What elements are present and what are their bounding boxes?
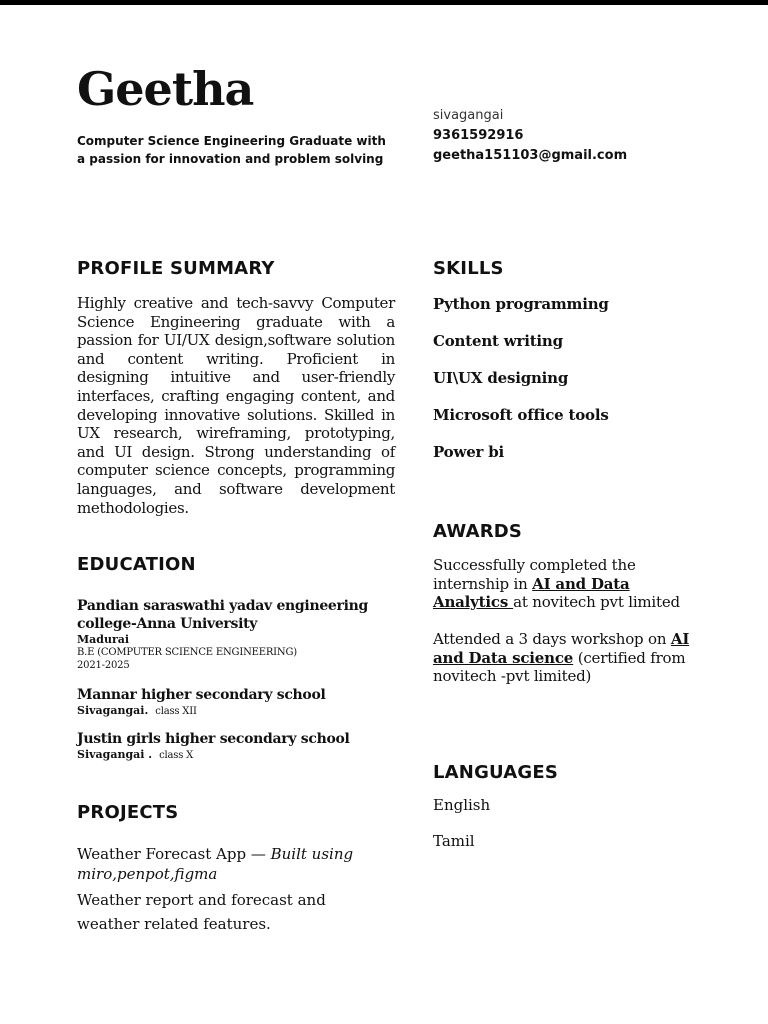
contact-phone: 9361592916 [433, 128, 524, 143]
project-tools: Built using miro,penpot,figma [77, 845, 354, 883]
project-title-line [77, 844, 377, 884]
skill-item: Microsoft office tools [433, 406, 609, 424]
skills-heading: SKILLS [433, 258, 504, 279]
awards-heading: AWARDS [433, 521, 523, 542]
projects-heading: PROJECTS [77, 802, 179, 823]
profile-summary-text: Highly creative and tech-savvy Computer Science Engineering graduate with a passion for UI/UX design,software solution and content writing. Proficient in designing intuitive and user-friendly interfaces, crafting engaging content, and developing innovative solutions. Skilled in UX research, wireframing, prototyping, and UI design. Strong understanding of computer science concepts, programming languages, and software development methodologies. [77, 294, 395, 517]
education-years: 2021-2025 [77, 660, 130, 671]
education-school: Mannar higher secondary school [77, 687, 326, 703]
award-text: Attended a 3 days workshop on [433, 630, 671, 648]
education-class: class X [159, 750, 194, 761]
profile-summary-heading: PROFILE SUMMARY [77, 258, 275, 279]
tagline: Computer Science Engineering Graduate with a passion for innovation and problem solving [77, 134, 386, 166]
education-entry [77, 730, 377, 762]
top-border [0, 0, 768, 5]
education-degree: B.E (COMPUTER SCIENCE ENGINEERING) [77, 647, 297, 658]
education-class: class XII [155, 706, 197, 717]
education-school: Justin girls higher secondary school [77, 731, 350, 747]
award-item [433, 556, 693, 612]
contact-block [433, 106, 627, 166]
award-item [433, 630, 693, 686]
education-school: Pandian saraswathi yadav engineering college-Anna University [77, 598, 369, 632]
project-title: Weather Forecast App [77, 845, 247, 863]
skill-item: UI\UX designing [433, 369, 569, 387]
award-highlight: AI and Data science [433, 630, 690, 667]
project-dash: — [246, 845, 271, 863]
award-text: (certified from novitech -pvt limited) [433, 648, 686, 686]
education-entry [77, 686, 377, 718]
skill-item: Content writing [433, 332, 563, 350]
education-place: Sivagangai . [77, 748, 153, 761]
education-entry [77, 597, 377, 672]
education-heading: EDUCATION [77, 554, 196, 575]
skill-item: Python programming [433, 295, 609, 313]
award-text: at novitech pvt limited [513, 593, 680, 612]
contact-city: sivagangai [433, 108, 504, 123]
contact-email: geetha151103@gmail.com [433, 148, 628, 163]
resume-name: Geetha [77, 62, 254, 116]
award-highlight: AI and Data Analytics [433, 574, 630, 612]
education-place: Sivagangai. [77, 704, 149, 717]
education-place: Madurai [77, 633, 130, 646]
skill-item: Power bi [433, 443, 505, 461]
award-text: Successfully completed the internship in [433, 556, 636, 593]
project-description: Weather report and forecast and weather related features. [77, 891, 326, 933]
language-item: English [433, 796, 491, 814]
languages-heading: LANGUAGES [433, 762, 559, 783]
language-item: Tamil [433, 832, 475, 850]
